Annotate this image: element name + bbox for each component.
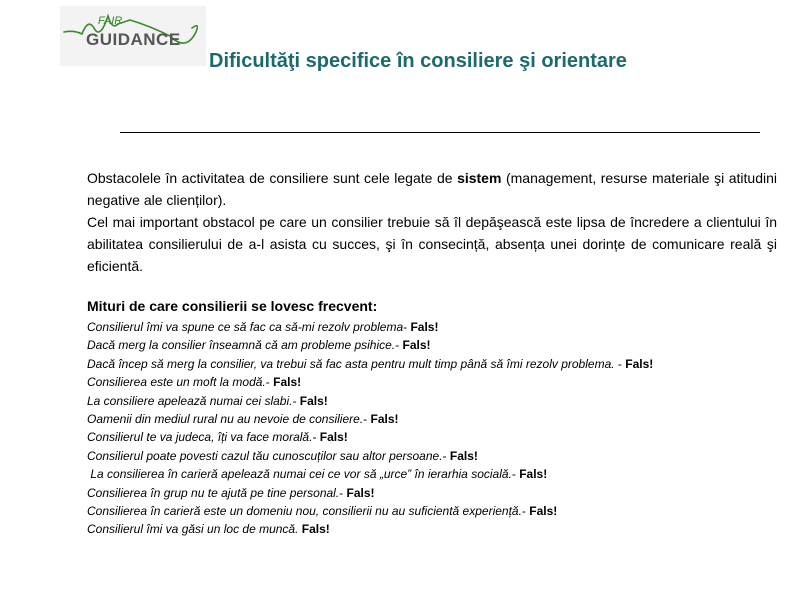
intro-paragraph-1	[87, 167, 777, 211]
myth-verdict: Fals!	[319, 430, 348, 445]
myth-item	[87, 484, 777, 502]
fair-guidance-logo	[60, 6, 206, 66]
myth-item	[87, 336, 777, 354]
myth-item	[87, 447, 777, 465]
myth-statement: Consilierul îmi va spune ce să fac ca să-mi rezolv problema	[87, 320, 404, 334]
myth-verdict: Fals!	[402, 338, 431, 353]
myth-verdict: Fals!	[346, 485, 375, 500]
myth-statement: Dacă încep să merg la consilier, va trebui să fac asta pentru mult timp până să îmi rezolv problema.	[87, 356, 615, 371]
myth-separator: -	[511, 467, 520, 482]
myth-statement: Consilierea în grup nu te ajută pe tine personal.	[87, 485, 340, 500]
myth-item	[87, 428, 777, 446]
myth-verdict: Fals!	[449, 448, 478, 463]
title-divider	[120, 132, 760, 133]
myth-item	[87, 355, 777, 373]
myth-verdict: Fals!	[301, 522, 330, 537]
myth-statement: Dacă merg la consilier înseamnă că am probleme psihice.	[87, 338, 396, 353]
myth-statement: La consiliere apelează numai cei slabi.	[87, 393, 293, 408]
myth-item	[87, 318, 777, 336]
myth-verdict: Fals!	[299, 393, 328, 408]
myth-item	[87, 520, 777, 538]
myth-verdict: Fals!	[273, 375, 302, 390]
myth-statement: Consilierul îmi va găsi un loc de muncă.	[87, 522, 299, 537]
myth-verdict: Fals!	[625, 356, 654, 371]
intro-text	[87, 167, 777, 277]
myth-statement: Oamenii din mediul rural nu au nevoie de consiliere.	[87, 412, 364, 427]
myth-verdict: Fals!	[519, 467, 548, 482]
myth-separator: -	[292, 393, 300, 408]
intro-p1-bold: sistem	[457, 170, 502, 186]
intro-p1-end: (management, resurse materiale şi atitudini negative ale clienților).	[87, 170, 778, 208]
intro-paragraph-2: Cel mai important obstacol pe care un consilier trebuie să îl depăşească este lipsa de încredere a clientului în abilitatea consilierului de a-l asista cu succes, şi în consecință, absența unei dorințe de comunicare reală şi eficientă.	[87, 214, 777, 274]
myth-statement: La consilierea în carieră apelează numai cei ce vor să „urce” în ierarhia socială.	[87, 467, 512, 482]
myth-statement: Consilierea în carieră este un domeniu nou, consilierii nu au suficientă experiență.	[87, 504, 522, 519]
myth-separator: -	[395, 338, 403, 353]
logo-fair-text: FAIR	[98, 15, 123, 27]
myth-separator: -	[363, 412, 371, 427]
myth-separator: -	[614, 356, 626, 371]
myth-item	[87, 465, 777, 483]
myth-verdict: Fals!	[370, 412, 399, 427]
myths-heading: Mituri de care consilierii se lovesc frecvent:	[87, 298, 378, 314]
myth-separator: -	[312, 430, 320, 445]
myth-statement: Consilierul te va judeca, îți va face morală.	[87, 430, 313, 445]
myth-item	[87, 373, 777, 391]
myth-verdict: Fals!	[410, 320, 439, 334]
myth-item	[87, 392, 777, 410]
logo-guidance-text: GUIDANCE	[86, 30, 181, 49]
intro-p1-start: Obstacolele în activitatea de consiliere sunt cele legate de	[87, 170, 458, 186]
myth-separator: -	[442, 448, 450, 463]
myth-separator: -	[403, 320, 411, 334]
myth-separator: -	[265, 375, 274, 390]
myth-separator: -	[521, 504, 530, 519]
logo-graphic	[60, 6, 206, 66]
myth-separator: -	[339, 485, 347, 500]
myth-item	[87, 502, 777, 520]
myth-statement: Consilierul poate povesti cazul tău cunoscuților sau altor persoane.	[87, 448, 443, 463]
slide-title: Dificultăţi specifice în consiliere şi orientare	[209, 50, 627, 72]
myths-section	[87, 296, 777, 539]
myth-item	[87, 410, 777, 428]
myth-statement: Consilierea este un moft la modă.	[87, 375, 266, 390]
myth-verdict: Fals!	[529, 504, 558, 519]
